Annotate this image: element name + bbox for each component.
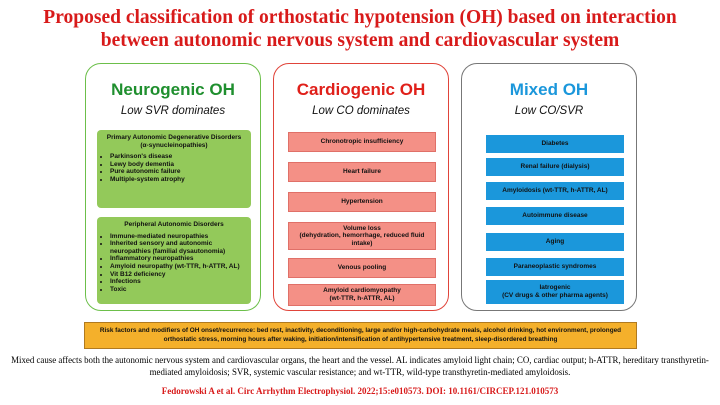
mixed-heading: Mixed OH [509,80,589,99]
list-item: • Vit B12 deficiency [110,271,245,279]
neurogenic-heading: Neurogenic OH [111,80,235,99]
risk-factors-bar: Risk factors and modifiers of OH onset/recurrence: bed rest, inactivity, deconditioning, large and/or high-carbohydrate meals, alcohol drinking, hot environment, prolonged orthostatic stress, morning hours after waking, initiation/intensification of antihypertensive treatment, sleep-disordered breathing [84,322,637,349]
peripheral-disorders-title: Peripheral Autonomic Disorders [124,221,224,228]
mixed-item: Diabetes [486,135,624,153]
list-item: • Parkinson's disease [110,153,245,161]
cardiogenic-item: Volume loss (dehydration, hemorrhage, reduced fluid intake) [288,222,436,250]
figure-title-line-1: Proposed classification of orthostatic hypotension (OH) based on interaction [43,7,677,28]
list-item: • Pure autonomic failure [110,168,245,176]
list-item: • Immune-mediated neuropathies [110,233,245,241]
cardiogenic-item: Heart failure [288,162,436,182]
list-item: • Lewy body dementia [110,161,245,169]
peripheral-disorders-box [97,217,251,304]
cardiogenic-item: Hypertension [288,192,436,212]
primary-disorders-title: Primary Autonomic Degenerative Disorders (α-synucleinopathies) [106,134,242,149]
list-item: • Inflammatory neuropathies [110,255,245,263]
primary-disorders-box [97,130,251,208]
mixed-item: Renal failure (dialysis) [486,158,624,176]
mixed-item: Paraneoplastic syndromes [486,258,624,276]
citation: Fedorowski A et al. Circ Arrhythm Electrophysiol. 2022;15:e010573. DOI: 10.1161/CIRCEP.121.010573 [161,386,559,396]
figure-caption: Mixed cause affects both the autonomic nervous system and cardiovascular organs, the heart and the vessel. AL indicates amyloid light chain; CO, cardiac output; h-ATTR, hereditary transthyretin-mediated amyloidosis; SVR, systemic vascular resistance; and wt-TTR, wild-type transthyretin-mediated amyloidosis. [11,355,709,377]
mixed-item: Iatrogenic (CV drugs & other pharma agents) [486,280,624,304]
mixed-item: Amyloidosis (wt-TTR, h-ATTR, AL) [486,182,624,200]
figure-title [0,6,720,52]
cardiogenic-item: Venous pooling [288,258,436,278]
list-item: • Infections [110,278,245,286]
list-item: • Toxic [110,286,245,294]
cardiogenic-heading: Cardiogenic OH [296,80,426,99]
list-item: • Multiple-system atrophy [110,176,245,184]
cardiogenic-item: Chronotropic insufficiency [288,132,436,152]
neurogenic-panel [85,63,261,311]
mixed-subheading: Low CO/SVR [514,105,584,117]
mixed-item: Autoimmune disease [486,207,624,225]
neurogenic-subheading: Low SVR dominates [120,105,226,117]
cardiogenic-subheading: Low CO dominates [312,105,410,117]
figure-title-line-2: between autonomic nervous system and cardiovascular system [100,30,620,51]
mixed-item: Aging [486,233,624,251]
mixed-panel [461,63,637,311]
primary-disorders-list [103,153,245,183]
cardiogenic-item: Amyloid cardiomyopathy (wt-TTR, h-ATTR, AL) [288,284,436,306]
cardiogenic-panel [273,63,449,311]
peripheral-disorders-list [103,233,245,294]
list-item: • Inherited sensory and autonomic neuropathies (familial dysautonomia) [110,240,245,255]
list-item: • Amyloid neuropathy (wt-TTR, h-ATTR, AL) [110,263,245,271]
